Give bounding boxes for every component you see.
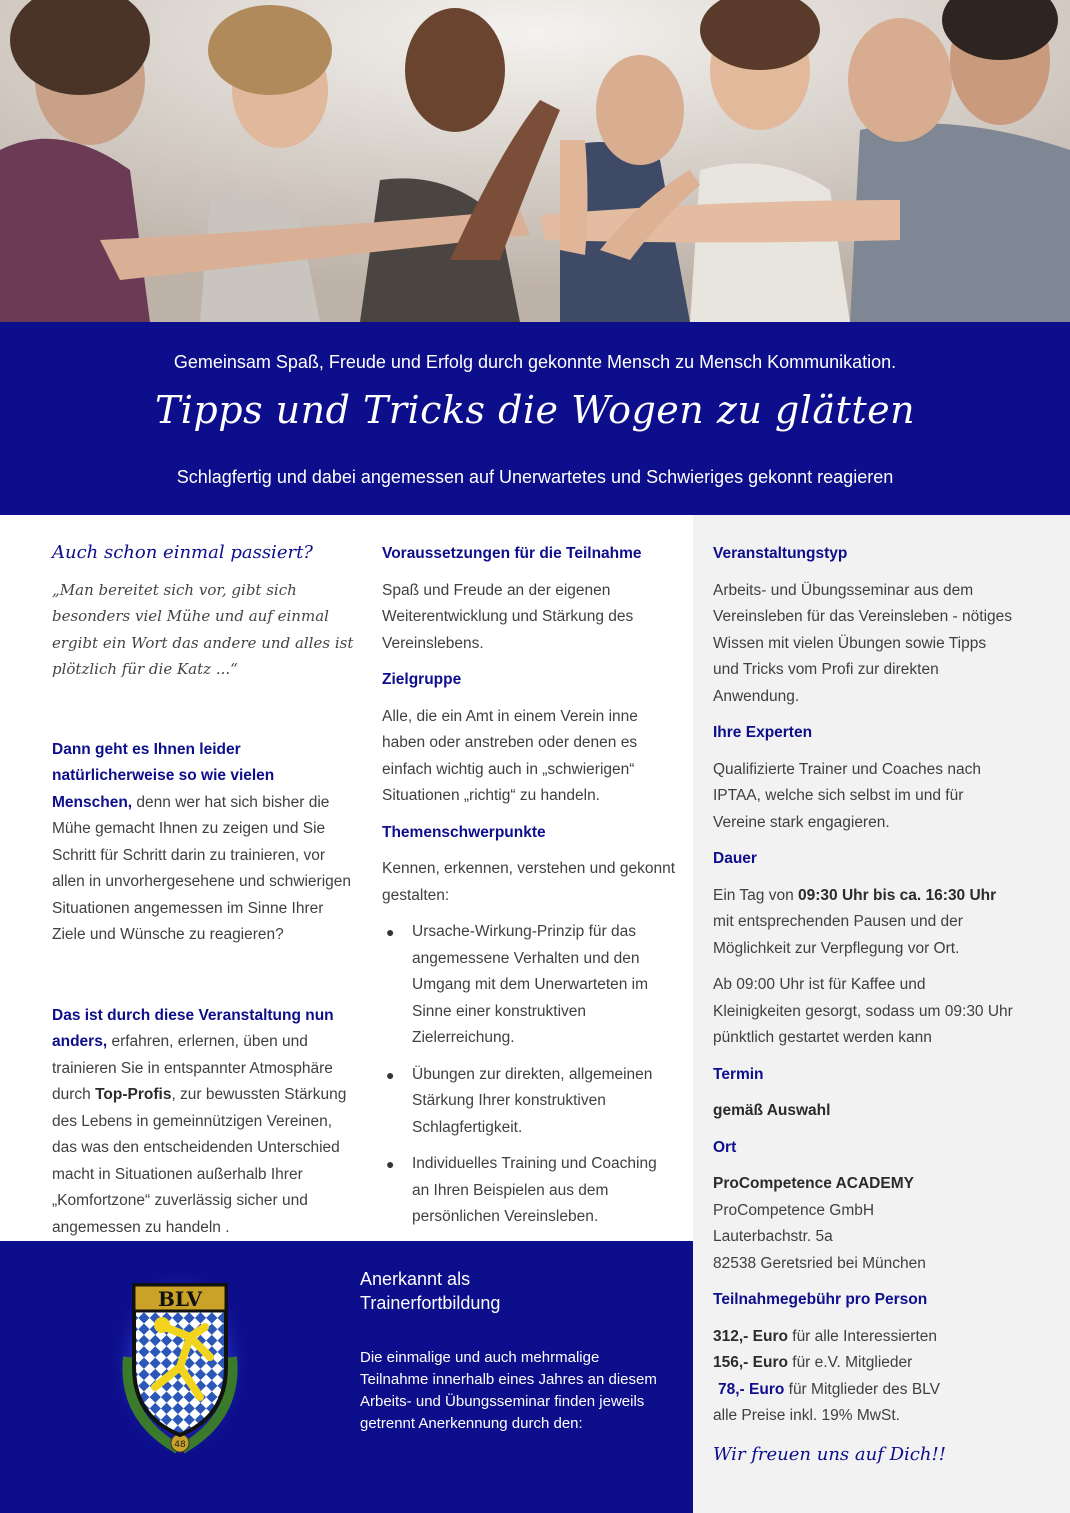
fee-price: 312,- Euro — [713, 1327, 788, 1345]
bullet-icon: ● — [386, 1156, 395, 1172]
location-line-2: Lauterbachstr. 5a — [713, 1228, 833, 1245]
topic-text: Individuelles Training und Coaching an Ihren Beispielen aus dem persönlichen Vereinsleben. — [412, 1155, 657, 1225]
hero-illustration — [0, 0, 1070, 322]
hero-photo — [0, 0, 1070, 322]
blv-logo-icon — [110, 1267, 250, 1457]
intro-quote: „Man bereitet sich vor, gibt sich besonders viel Mühe und auf einmal ergibt ein Wort das andere und alles ist plötzlich für die Katz ...“ — [52, 580, 354, 678]
intro-paragraph-1 — [52, 737, 357, 949]
duration-prefix: Ein Tag von — [713, 886, 799, 904]
topics-list — [382, 919, 677, 1231]
fee-price: 78,- Euro — [718, 1380, 785, 1398]
topics-heading: Themenschwerpunkte — [382, 823, 546, 841]
topic-text: Ursache-Wirkung-Prinzip für das angemessene Verhalten und den Umgang mit dem Unerwarteten im Sinne einer konstruktiven Zielerreichung. — [412, 923, 649, 1046]
requirements-text: Spaß und Freude an der eigenen Weiterentwicklung und Stärkung des Vereinslebens. — [382, 581, 634, 652]
duration-heading: Dauer — [713, 850, 757, 867]
fee-price: 156,- Euro — [713, 1354, 788, 1371]
requirements-heading: Voraussetzungen für die Teilnahme — [382, 545, 642, 562]
bullet-icon: ● — [386, 1066, 395, 1083]
target-group-heading: Zielgruppe — [382, 671, 462, 688]
fee-heading: Teilnahmegebühr pro Person — [713, 1291, 928, 1308]
closing-line: Wir freuen uns auf Dich!! — [713, 1443, 946, 1465]
intro-paragraph-2-highlight: Top-Profis — [95, 1086, 172, 1103]
coffee-note: Ab 09:00 Uhr ist für Kaffee und Kleinigkeiten gesorgt, sodass um 09:30 Uhr pünktlich gestartet werden kann — [713, 976, 1013, 1046]
recognition-box — [0, 1241, 693, 1513]
blv-emblem — [110, 1267, 250, 1457]
badge-label: BLV — [157, 1287, 203, 1311]
fee-note: alle Preise inkl. 19% MwSt. — [713, 1407, 900, 1424]
header-banner — [0, 322, 1070, 515]
list-item — [382, 1151, 677, 1231]
date-heading: Termin — [713, 1065, 764, 1083]
fee-label: für Mitglieder des BLV — [784, 1380, 940, 1398]
intro-heading: Auch schon einmal passiert? — [52, 542, 313, 563]
intro-paragraph-2 — [52, 1003, 357, 1242]
intro-paragraph-2-text-b: , zur bewussten Stärkung des Lebens in gemeinnützigen Vereinen, das was den entscheidenden Unterschied macht in Situationen außerhalb Ihrer „Komfortzone“ zuverlässig sicher und angemessen zu handeln . — [52, 1086, 347, 1236]
target-group-text: Alle, die ein Amt in einem Verein inne haben oder anstreben oder denen es einfach wichtig auch in „schwierigen“ Situationen „richtig“ zu handeln. — [382, 707, 638, 804]
fee-label: für alle Interessierten — [787, 1327, 937, 1345]
intro-paragraph-1-lead: Dann geht es Ihnen leider natürlicherweise so wie vielen Menschen, — [52, 740, 275, 811]
list-item — [382, 919, 677, 1052]
banner-tagline: Schlagfertig und dabei angemessen auf Unerwartetes und Schwieriges gekonnt reagieren — [176, 467, 894, 487]
topics-intro: Kennen, erkennen, verstehen und gekonnt gestalten: — [382, 860, 676, 904]
location-heading: Ort — [713, 1138, 737, 1156]
page-title: Tipps und Tricks die Wogen zu glätten — [154, 388, 916, 432]
date-value: gemäß Auswahl — [713, 1102, 831, 1119]
duration-time: 09:30 Uhr bis ca. 16:30 Uhr — [798, 886, 997, 904]
intro-paragraph-2-text-a: erfahren, erlernen, üben und trainieren Sie in entspannter Atmosphäre durch — [52, 1033, 333, 1103]
duration-text — [713, 883, 1013, 963]
intro-paragraph-1-text: denn wer hat sich bisher die Mühe gemacht Ihnen zu zeigen und Sie Schritt für Schritt darin zu trainieren, vor allen in unvorhergesehene und schwierigen Situationen angemessen im Sinne Ihrer Ziele und Wünsche zu reagieren? — [52, 793, 352, 943]
topic-text: Übungen zur direkten, allgemeinen Stärkung Ihrer konstruktiven Schlagfertigkeit. — [412, 1065, 653, 1136]
bullet-icon: ● — [386, 924, 395, 940]
banner-subtitle: Gemeinsam Spaß, Freude und Erfolg durch gekonnte Mensch zu Mensch Kommunikation. — [173, 352, 897, 372]
recognition-heading: Anerkannt als Trainerfortbildung — [360, 1269, 501, 1313]
intro-paragraph-2-lead: Das ist durch diese Veranstaltung nun anders, — [52, 1006, 334, 1050]
experts-heading: Ihre Experten — [713, 724, 813, 741]
location-line-1: ProCompetence GmbH — [713, 1201, 875, 1219]
location-line-3: 82538 Geretsried bei München — [713, 1254, 926, 1272]
details-column — [382, 541, 677, 1241]
event-type-heading: Veranstaltungstyp — [713, 545, 848, 562]
experts-text: Qualifizierte Trainer und Coaches nach IPTAA, welche sich selbst im und für Vereine stark engagieren. — [713, 760, 981, 831]
fee-row — [713, 1350, 1013, 1377]
recognition-text: Die einmalige und auch mehrmalige Teilnahme innerhalb eines Jahres an diesem Arbeits- und Übungsseminar finden jeweils getrennt Anerkennung durch den: — [360, 1349, 657, 1432]
intro-column — [52, 540, 357, 1241]
event-type-text: Arbeits- und Übungsseminar aus dem Vereinsleben für das Vereinsleben - nötiges Wissen mit vielen Übungen sowie Tipps und Tricks vom Profi zur direkten Anwendung. — [713, 581, 1013, 705]
list-item — [382, 1062, 677, 1142]
location-name: ProCompetence ACADEMY — [713, 1175, 914, 1192]
fee-row — [713, 1324, 1013, 1351]
fee-row — [713, 1377, 1013, 1404]
fee-label: für e.V. Mitglieder — [787, 1354, 913, 1371]
badge-number: 48 — [174, 1440, 186, 1450]
facts-column — [713, 541, 1013, 1468]
duration-suffix: mit entsprechenden Pausen und der Möglichkeit zur Verpflegung vor Ort. — [713, 913, 963, 957]
